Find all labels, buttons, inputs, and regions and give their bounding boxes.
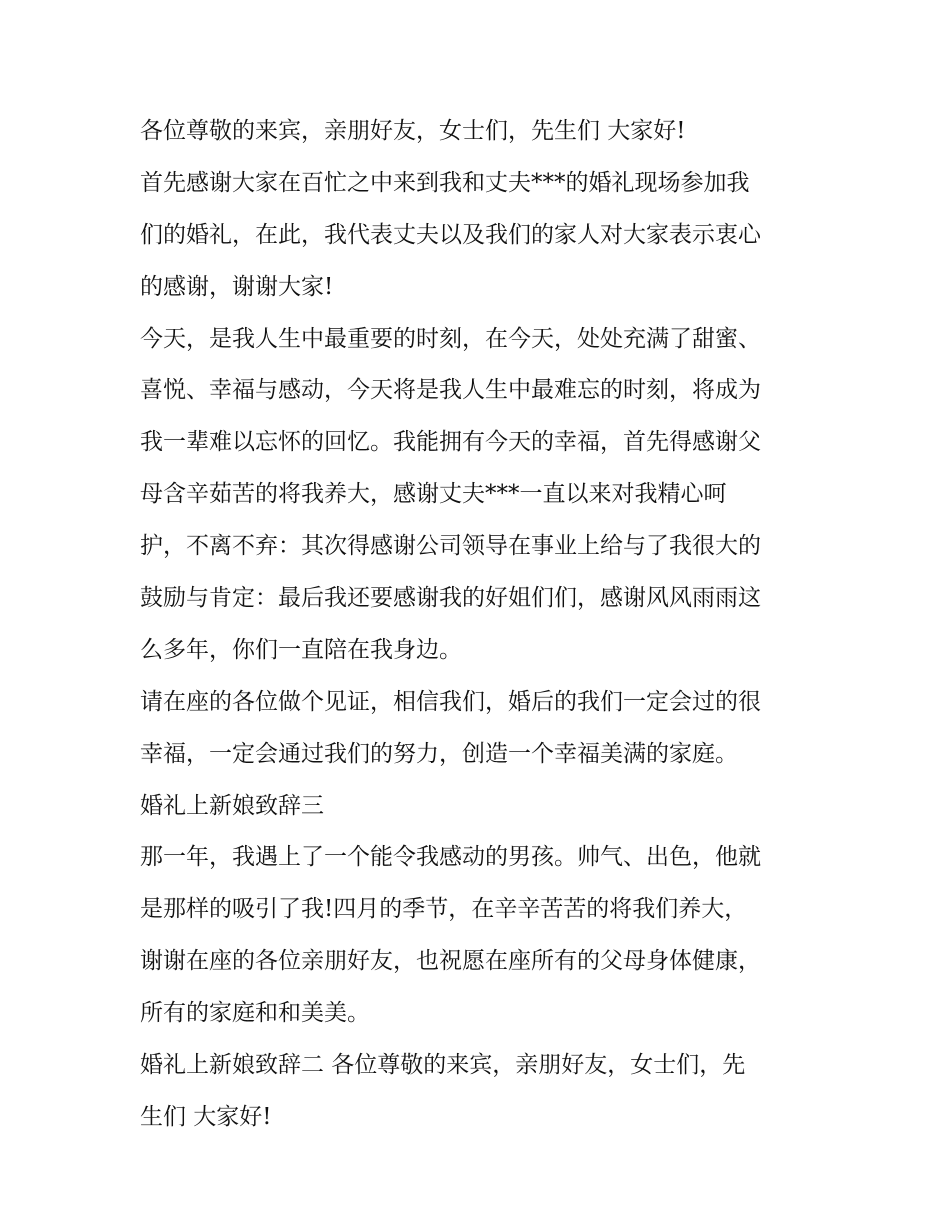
- text-line: 的感谢，谢谢大家!: [140, 273, 334, 300]
- text-line: 鼓励与肯定：最后我还要感谢我的好姐们们，感谢风风雨雨这: [140, 585, 761, 612]
- section-heading: 婚礼上新娘致辞三: [140, 792, 324, 819]
- text-line: 喜悦、幸福与感动，今天将是我人生中最难忘的时刻，将成为: [140, 377, 761, 404]
- text-line: 是那样的吸引了我!四月的季节，在辛辛苦苦的将我们养大，: [140, 896, 748, 923]
- text-line: 所有的家庭和和美美。: [140, 1000, 370, 1027]
- text-line: 谢谢在座的各位亲朋好友，也祝愿在座所有的父母身体健康，: [140, 948, 761, 975]
- text-line: 那一年，我遇上了一个能令我感动的男孩。帅气、出色，他就: [140, 844, 761, 871]
- document-body: [140, 106, 820, 1144]
- text-line: 婚礼上新娘致辞二 各位尊敬的来宾，亲朋好友，女士们，先: [140, 1052, 746, 1079]
- text-line: 今天，是我人生中最重要的时刻，在今天，处处充满了甜蜜、: [140, 325, 761, 352]
- text-line: 请在座的各位做个见证，相信我们，婚后的我们一定会过的很: [140, 688, 761, 715]
- text-line: 母含辛茹苦的将我养大，感谢丈夫***一直以来对我精心呵: [140, 481, 727, 508]
- text-line: 么多年，你们一直陪在我身边。: [140, 636, 462, 663]
- text-line: 我一辈难以忘怀的回忆。我能拥有今天的幸福，首先得感谢父: [140, 429, 761, 456]
- text-line: 幸福，一定会通过我们的努力，创造一个幸福美满的家庭。: [140, 740, 738, 767]
- text-line: 们的婚礼，在此，我代表丈夫以及我们的家人对大家表示衷心: [140, 221, 761, 248]
- text-line: 生们 大家好!: [140, 1103, 272, 1130]
- text-line: 各位尊敬的来宾，亲朋好友，女士们，先生们 大家好!: [140, 118, 686, 144]
- text-line: 护，不离不弃：其次得感谢公司领导在事业上给与了我很大的: [140, 533, 761, 560]
- text-line: 首先感谢大家在百忙之中来到我和丈夫***的婚礼现场参加我: [140, 169, 750, 196]
